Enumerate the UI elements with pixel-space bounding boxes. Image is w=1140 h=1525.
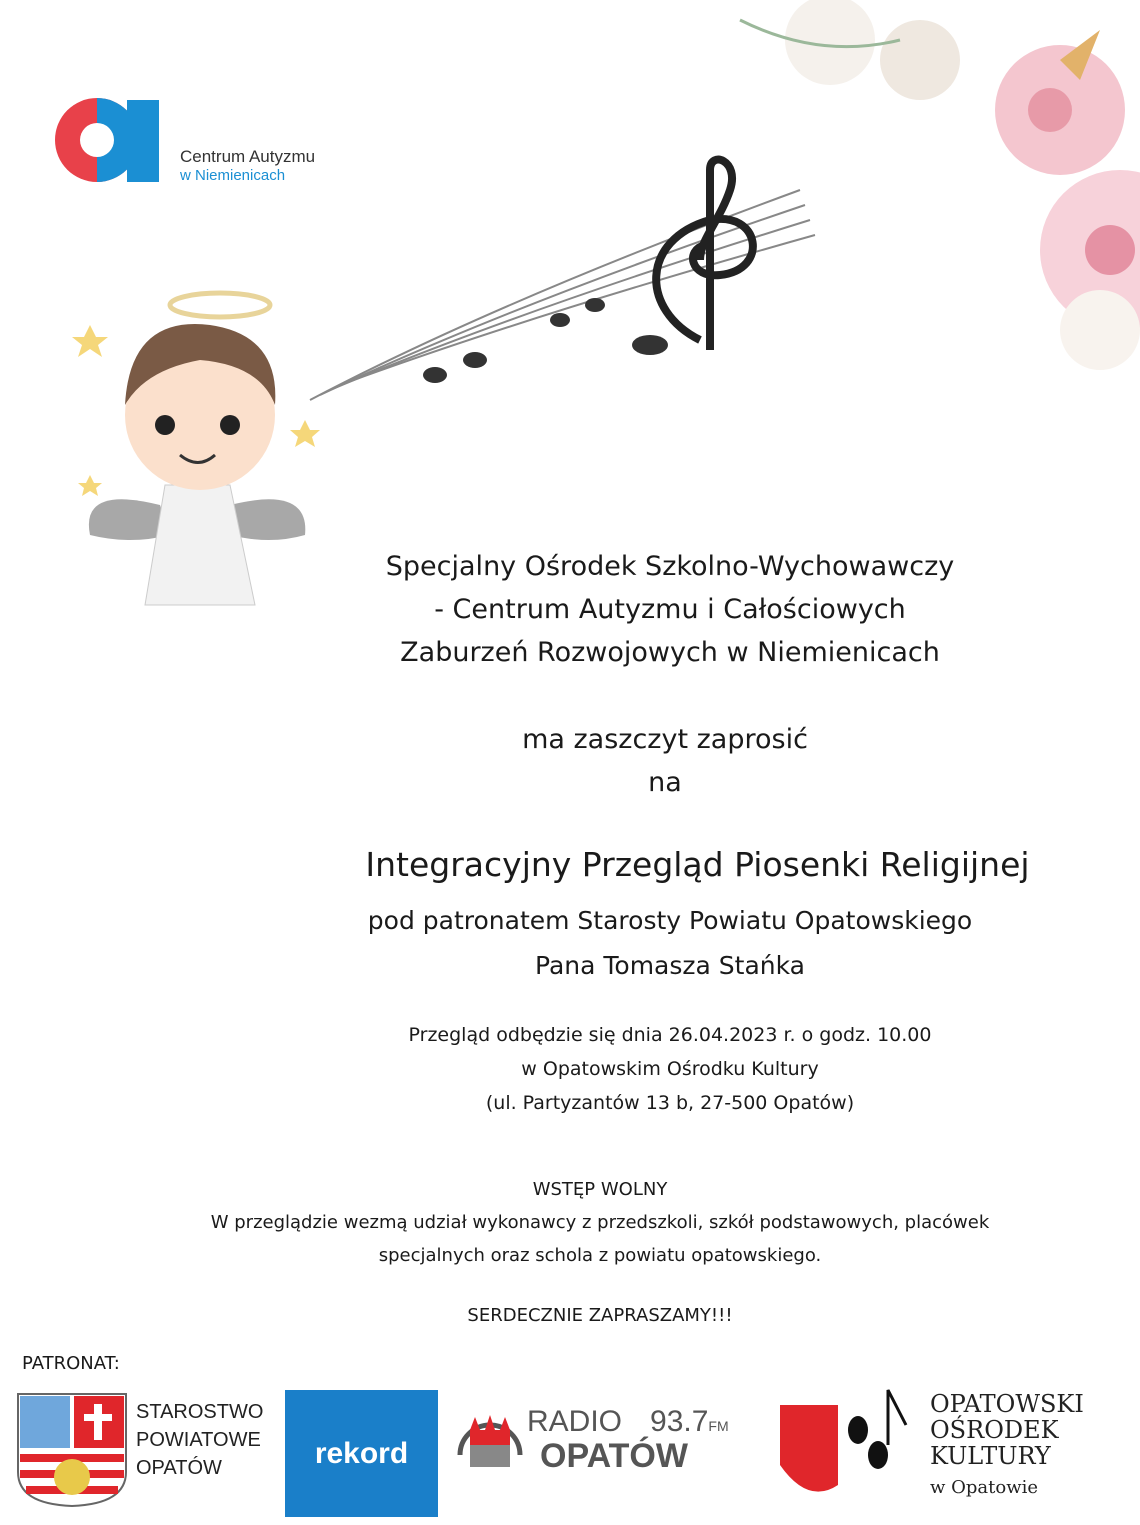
patronage-line: pod patronatem Starosty Powiatu Opatowskiego	[367, 906, 973, 935]
starostwo-line: OPATÓW	[136, 1457, 222, 1479]
ook-logo	[778, 1385, 1084, 1509]
theatre-mask-music-icon	[778, 1385, 918, 1505]
angel-illustration	[70, 275, 330, 615]
patronat-label: PATRONAT:	[22, 1353, 120, 1374]
organizer-line: - Centrum Autyzmu i Całościowych	[434, 594, 906, 625]
patronage-block	[300, 898, 1040, 988]
ook-line: OŚRODEK	[930, 1416, 1059, 1444]
rekord-text: rekord	[314, 1436, 409, 1470]
logo-line1: Centrum Autyzmu	[180, 147, 316, 166]
participants-line: specjalnych oraz schola z powiatu opatowskiego.	[378, 1245, 822, 1266]
radio-rekord-logo	[285, 1390, 438, 1517]
radio-opatow-logo	[455, 1405, 729, 1479]
treble-clef-icon	[656, 160, 753, 350]
details-venue: w Opatowskim Ośrodku Kultury	[521, 1058, 819, 1080]
entry-free: WSTĘP WOLNY	[532, 1179, 668, 1200]
ook-line: OPATOWSKI	[930, 1390, 1084, 1418]
radio-unit: FM	[708, 1418, 729, 1434]
music-notes-decoration	[300, 150, 860, 410]
patronage-line: Pana Tomasza Stańka	[535, 951, 805, 980]
ook-line: KULTURY	[930, 1442, 1051, 1470]
invite-line: na	[648, 767, 682, 798]
closing-text: SERDECZNIE ZAPRASZAMY!!!	[467, 1305, 733, 1326]
ook-line: w Opatowie	[930, 1477, 1039, 1498]
radio-name: RADIO	[527, 1405, 623, 1438]
event-details	[300, 1018, 1040, 1120]
logo-line2: w Niemienicach	[180, 167, 286, 184]
radio-city: OPATÓW	[540, 1437, 688, 1475]
participants-block	[100, 1173, 1100, 1272]
logo-mark	[52, 97, 162, 187]
organizer-line: Zaburzeń Rozwojowych w Niemienicach	[400, 637, 940, 668]
details-address: (ul. Partyzantów 13 b, 27-500 Opatów)	[485, 1092, 855, 1114]
organizer-line: Specjalny Ośrodek Szkolno-Wychowawczy	[385, 551, 955, 582]
starostwo-logo	[16, 1392, 264, 1511]
invite-block	[300, 718, 1030, 804]
radio-frequency: 93.7	[650, 1405, 709, 1438]
participants-line: W przeglądzie wezmą udział wykonawcy z przedszkoli, szkół podstawowych, placówek	[210, 1212, 990, 1233]
organizer-block	[300, 545, 1040, 674]
centrum-autyzmu-logo	[52, 97, 316, 191]
details-date: Przegląd odbędzie się dnia 26.04.2023 r. o godz. 10.00	[408, 1024, 932, 1046]
starostwo-line: STAROSTWO	[136, 1401, 264, 1423]
radio-castle-icon	[455, 1405, 525, 1475]
invite-line: ma zaszczyt zaprosić	[522, 724, 808, 755]
starostwo-line: POWIATOWE	[136, 1429, 261, 1451]
event-title: Integracyjny Przegląd Piosenki Religijnej	[365, 845, 1030, 884]
coat-of-arms-icon	[16, 1392, 128, 1507]
